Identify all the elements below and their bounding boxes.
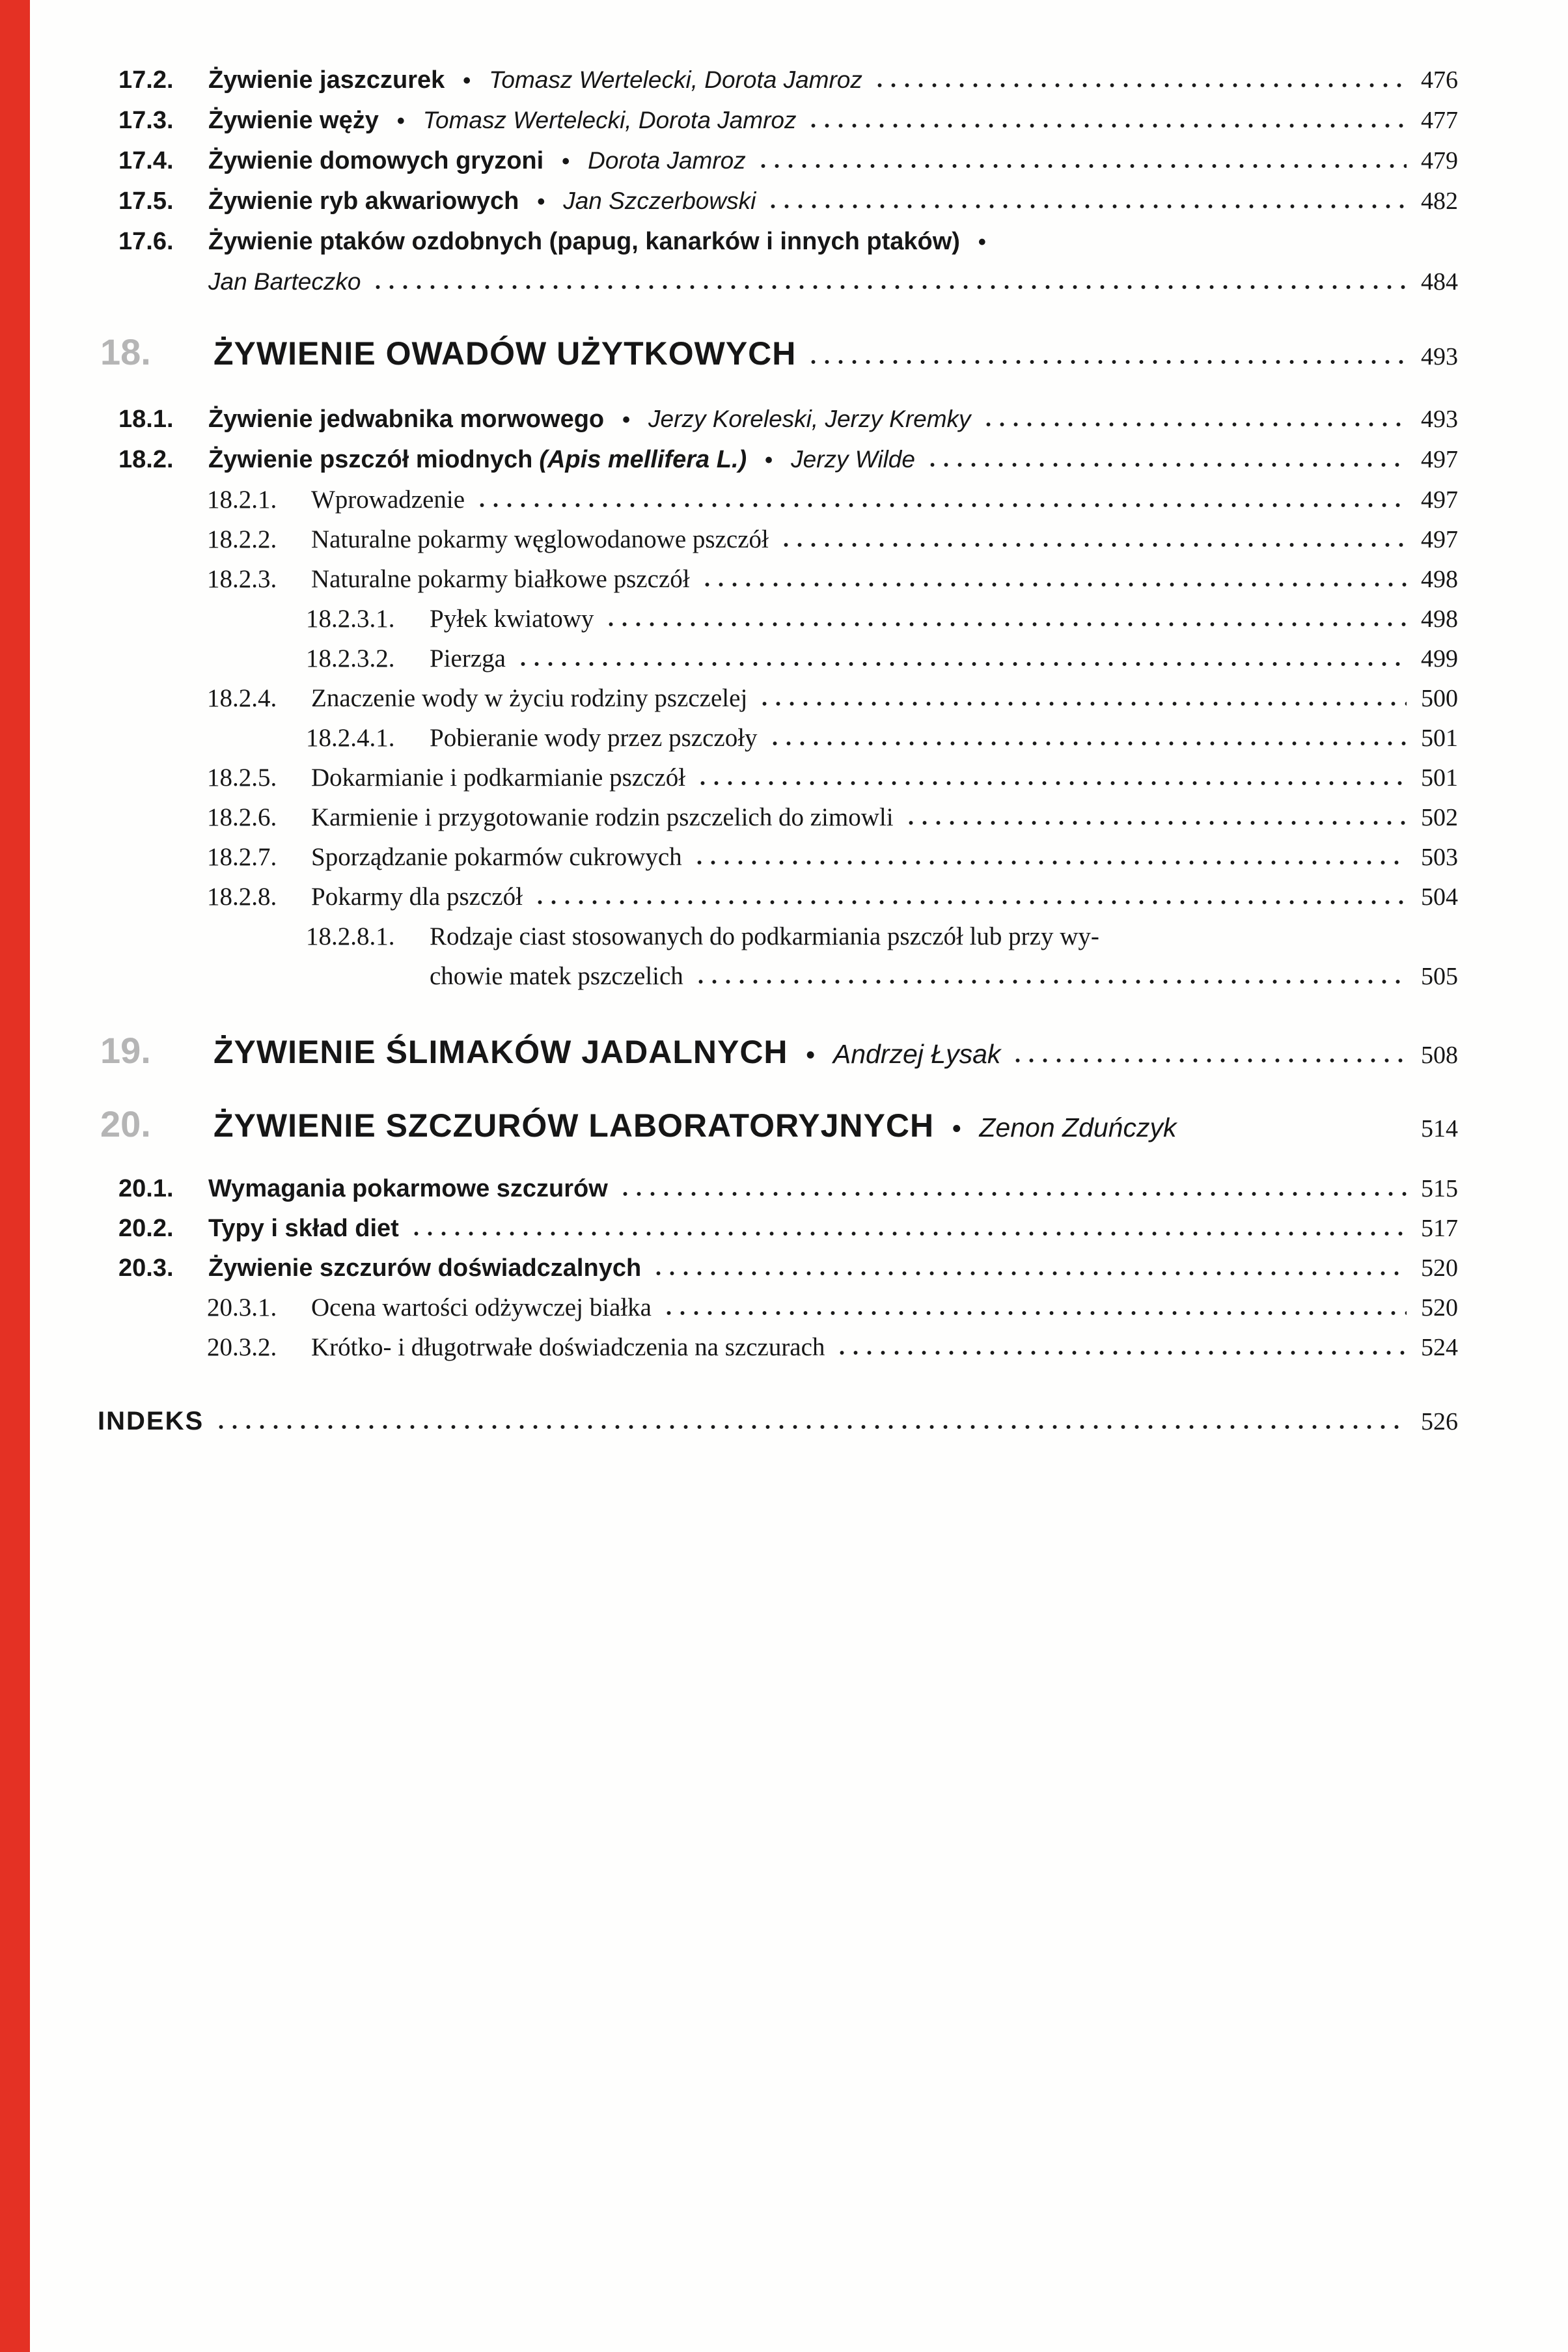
page-number: 498 — [1421, 566, 1458, 593]
entry-number: 18.2.4. — [207, 684, 277, 712]
entry-title: Pobieranie wody przez pszczoły — [430, 724, 758, 752]
toc-entry-continuation — [208, 267, 1483, 297]
entry-title: Rodzaje ciast stosowanych do podkarmiania pszczół lub przy wy- — [430, 922, 1099, 950]
entry-authors: Tomasz Wertelecki, Dorota Jamroz — [422, 107, 797, 133]
entry-title: Typy i skład diet — [208, 1215, 399, 1242]
entry-number: 18.1. — [118, 406, 174, 433]
entry-number: 18.2.4.1. — [306, 724, 395, 752]
toc-subentry — [306, 604, 1483, 634]
dot-leader — [618, 1191, 1407, 1197]
chapter-title: ŻYWIENIE OWADÓW UŻYTKOWYCH — [213, 335, 797, 372]
dot-leader — [652, 1271, 1407, 1276]
page-number: 508 — [1421, 1042, 1458, 1069]
entry-title: Żywienie szczurów doświadczalnych — [208, 1254, 642, 1282]
toc-entry — [118, 65, 1483, 96]
toc-entry — [118, 1213, 1483, 1243]
entry-authors: Jan Szczerbowski — [563, 187, 756, 214]
dot-leader — [371, 284, 1407, 290]
entry-number: 20.3. — [118, 1254, 174, 1282]
dot-leader — [604, 622, 1407, 627]
dot-leader — [982, 422, 1407, 427]
entry-number: 20.1. — [118, 1175, 174, 1202]
toc-subentry — [207, 525, 1483, 555]
entry-title: Karmienie i przygotowanie rodzin pszczelich do zimowli — [311, 803, 894, 831]
dot-leader — [756, 163, 1407, 169]
toc-entry — [118, 1174, 1483, 1204]
dot-leader — [409, 1231, 1407, 1236]
entry-number: 18.2.3.2. — [306, 644, 395, 672]
dot-leader — [533, 900, 1407, 905]
entry-number: 18.2.6. — [207, 803, 277, 831]
page-number: 502 — [1421, 804, 1458, 831]
toc-entry — [118, 1253, 1483, 1283]
page-number: 517 — [1421, 1215, 1458, 1242]
entry-title: Pyłek kwiatowy — [430, 605, 594, 633]
page-number: 497 — [1421, 486, 1458, 514]
entry-number: 17.4. — [118, 147, 174, 174]
toc-subentry — [207, 684, 1483, 713]
entry-number: 18.2.8.1. — [306, 922, 395, 950]
bullet-separator: • — [562, 149, 570, 174]
red-margin-bar — [0, 0, 30, 2352]
chapter-heading — [100, 1029, 1483, 1072]
entry-title: Żywienie pszczół miodnych — [208, 446, 533, 473]
toc-subentry — [207, 842, 1483, 872]
page-number: 514 — [1421, 1115, 1458, 1142]
toc-subentry — [207, 1333, 1483, 1363]
entry-number: 18.2.8. — [207, 883, 277, 911]
entry-number: 18.2. — [118, 446, 174, 473]
entry-title: Ocena wartości odżywczej białka — [311, 1294, 652, 1321]
entry-number: 18.2.3. — [207, 565, 277, 593]
toc-subentry-continuation — [430, 962, 1483, 991]
entry-authors: Jerzy Koreleski, Jerzy Kremky — [648, 406, 971, 432]
bullet-separator: • — [463, 68, 471, 93]
page-number: 503 — [1421, 844, 1458, 871]
page-number: 526 — [1421, 1408, 1458, 1435]
bullet-separator: • — [806, 1042, 815, 1069]
entry-number: 18.2.5. — [207, 764, 277, 792]
chapter-title: ŻYWIENIE SZCZURÓW LABORATORYJNYCH — [213, 1107, 935, 1144]
dot-leader — [696, 781, 1407, 786]
page-number: 477 — [1421, 107, 1458, 134]
page-number: 499 — [1421, 645, 1458, 672]
entry-number: 18.2.1. — [207, 486, 277, 514]
toc-entry — [118, 105, 1483, 136]
entry-title: Wprowadzenie — [311, 486, 465, 514]
chapter-title: ŻYWIENIE ŚLIMAKÓW JADALNYCH — [213, 1034, 788, 1070]
chapter-number: 18. — [100, 331, 151, 372]
entry-title: Żywienie ryb akwariowych — [208, 187, 519, 215]
toc-entry — [118, 404, 1483, 435]
page-number: 520 — [1421, 1254, 1458, 1282]
page-number: 497 — [1421, 446, 1458, 473]
entry-number: 17.2. — [118, 66, 174, 94]
entry-title: Krótko- i długotrwałe doświadczenia na szczurach — [311, 1333, 825, 1361]
bullet-separator: • — [952, 1115, 961, 1142]
page-number: 476 — [1421, 66, 1458, 94]
entry-number: 17.3. — [118, 107, 174, 134]
dot-leader — [758, 701, 1407, 706]
bullet-separator: • — [537, 189, 545, 214]
dot-leader — [766, 204, 1407, 209]
page-number: 504 — [1421, 883, 1458, 911]
toc-entry — [118, 445, 1483, 475]
toc-subentry — [207, 564, 1483, 594]
entry-title-continued: chowie matek pszczelich — [430, 962, 683, 990]
toc-entry — [118, 186, 1483, 217]
entry-title: Znaczenie wody w życiu rodziny pszczelej — [311, 684, 748, 712]
index-label: INDEKS — [98, 1407, 204, 1435]
entry-title: Wymagania pokarmowe szczurów — [208, 1175, 608, 1202]
dot-leader — [693, 860, 1407, 865]
dot-leader — [904, 820, 1407, 825]
chapter-number: 20. — [100, 1103, 151, 1144]
dot-leader — [806, 123, 1407, 128]
entry-number: 18.2.7. — [207, 843, 277, 871]
dot-leader — [926, 462, 1407, 467]
entry-title: Sporządzanie pokarmów cukrowych — [311, 843, 682, 871]
chapter-authors: Zenon Zduńczyk — [979, 1113, 1177, 1142]
entry-title: Naturalne pokarmy węglowodanowe pszczół — [311, 525, 769, 553]
index-entry — [98, 1405, 1483, 1437]
toc-subentry — [207, 763, 1483, 793]
dot-leader — [806, 359, 1407, 365]
entry-title: Żywienie jedwabnika morwowego — [208, 406, 605, 433]
page-number: 497 — [1421, 526, 1458, 553]
entry-number: 17.6. — [118, 228, 174, 255]
page-number: 484 — [1421, 268, 1458, 296]
chapter-number: 19. — [100, 1030, 151, 1071]
dot-leader — [700, 582, 1407, 587]
toc-entry — [118, 227, 1483, 257]
page-number: 479 — [1421, 147, 1458, 174]
page-number: 498 — [1421, 605, 1458, 633]
toc-subentry — [306, 723, 1483, 753]
page-number: 520 — [1421, 1294, 1458, 1321]
toc-subentry — [207, 1293, 1483, 1323]
toc-subentry — [207, 485, 1483, 515]
entry-title: Żywienie węży — [208, 107, 379, 134]
entry-title-latin: (Apis mellifera L.) — [539, 446, 747, 473]
bullet-separator: • — [765, 448, 773, 473]
dot-leader — [516, 661, 1407, 667]
entry-authors: Jerzy Wilde — [791, 446, 915, 473]
entry-number: 18.2.3.1. — [306, 605, 395, 633]
page-number: 501 — [1421, 725, 1458, 752]
entry-number: 20.2. — [118, 1215, 174, 1242]
page-number: 482 — [1421, 187, 1458, 215]
entry-title: Dokarmianie i podkarmianie pszczół — [311, 764, 686, 792]
toc-subentry — [207, 882, 1483, 912]
entry-title: Żywienie domowych gryzoni — [208, 147, 544, 174]
page-number: 501 — [1421, 764, 1458, 792]
entry-number: 20.3.1. — [207, 1294, 277, 1321]
entry-title: Żywienie jaszczurek — [208, 66, 445, 94]
entry-number: 18.2.2. — [207, 525, 277, 553]
entry-title: Żywienie ptaków ozdobnych (papug, kanarków i innych ptaków) — [208, 228, 960, 255]
chapter-heading — [100, 1103, 1483, 1145]
bullet-separator: • — [622, 408, 631, 432]
dot-leader — [1011, 1058, 1407, 1063]
dot-leader — [768, 741, 1407, 746]
dot-leader — [873, 83, 1407, 88]
page-number: 500 — [1421, 685, 1458, 712]
page-number: 493 — [1421, 343, 1458, 370]
table-of-contents — [98, 65, 1483, 1447]
page-number: 493 — [1421, 406, 1458, 433]
bullet-separator: • — [978, 230, 986, 255]
dot-leader — [835, 1350, 1407, 1355]
toc-entry — [118, 146, 1483, 176]
chapter-heading — [100, 331, 1483, 373]
page-number: 524 — [1421, 1334, 1458, 1361]
entry-number: 17.5. — [118, 187, 174, 215]
dot-leader — [779, 542, 1407, 547]
entry-title: Pokarmy dla pszczół — [311, 883, 523, 911]
dot-leader — [475, 503, 1407, 508]
page-number: 515 — [1421, 1175, 1458, 1202]
entry-title: Naturalne pokarmy białkowe pszczół — [311, 565, 690, 593]
entry-authors: Dorota Jamroz — [588, 147, 746, 174]
bullet-separator: • — [396, 109, 405, 133]
dot-leader — [214, 1424, 1407, 1430]
entry-number: 20.3.2. — [207, 1333, 277, 1361]
chapter-authors: Andrzej Łysak — [832, 1039, 1001, 1069]
toc-subentry — [306, 644, 1483, 674]
entry-authors: Jan Barteczko — [208, 268, 361, 295]
dot-leader — [662, 1310, 1407, 1316]
entry-title: Pierzga — [430, 644, 506, 672]
dot-leader — [694, 979, 1407, 984]
page-number: 505 — [1421, 963, 1458, 990]
toc-subentry — [306, 922, 1483, 952]
entry-authors: Tomasz Wertelecki, Dorota Jamroz — [489, 66, 862, 93]
toc-subentry — [207, 803, 1483, 833]
